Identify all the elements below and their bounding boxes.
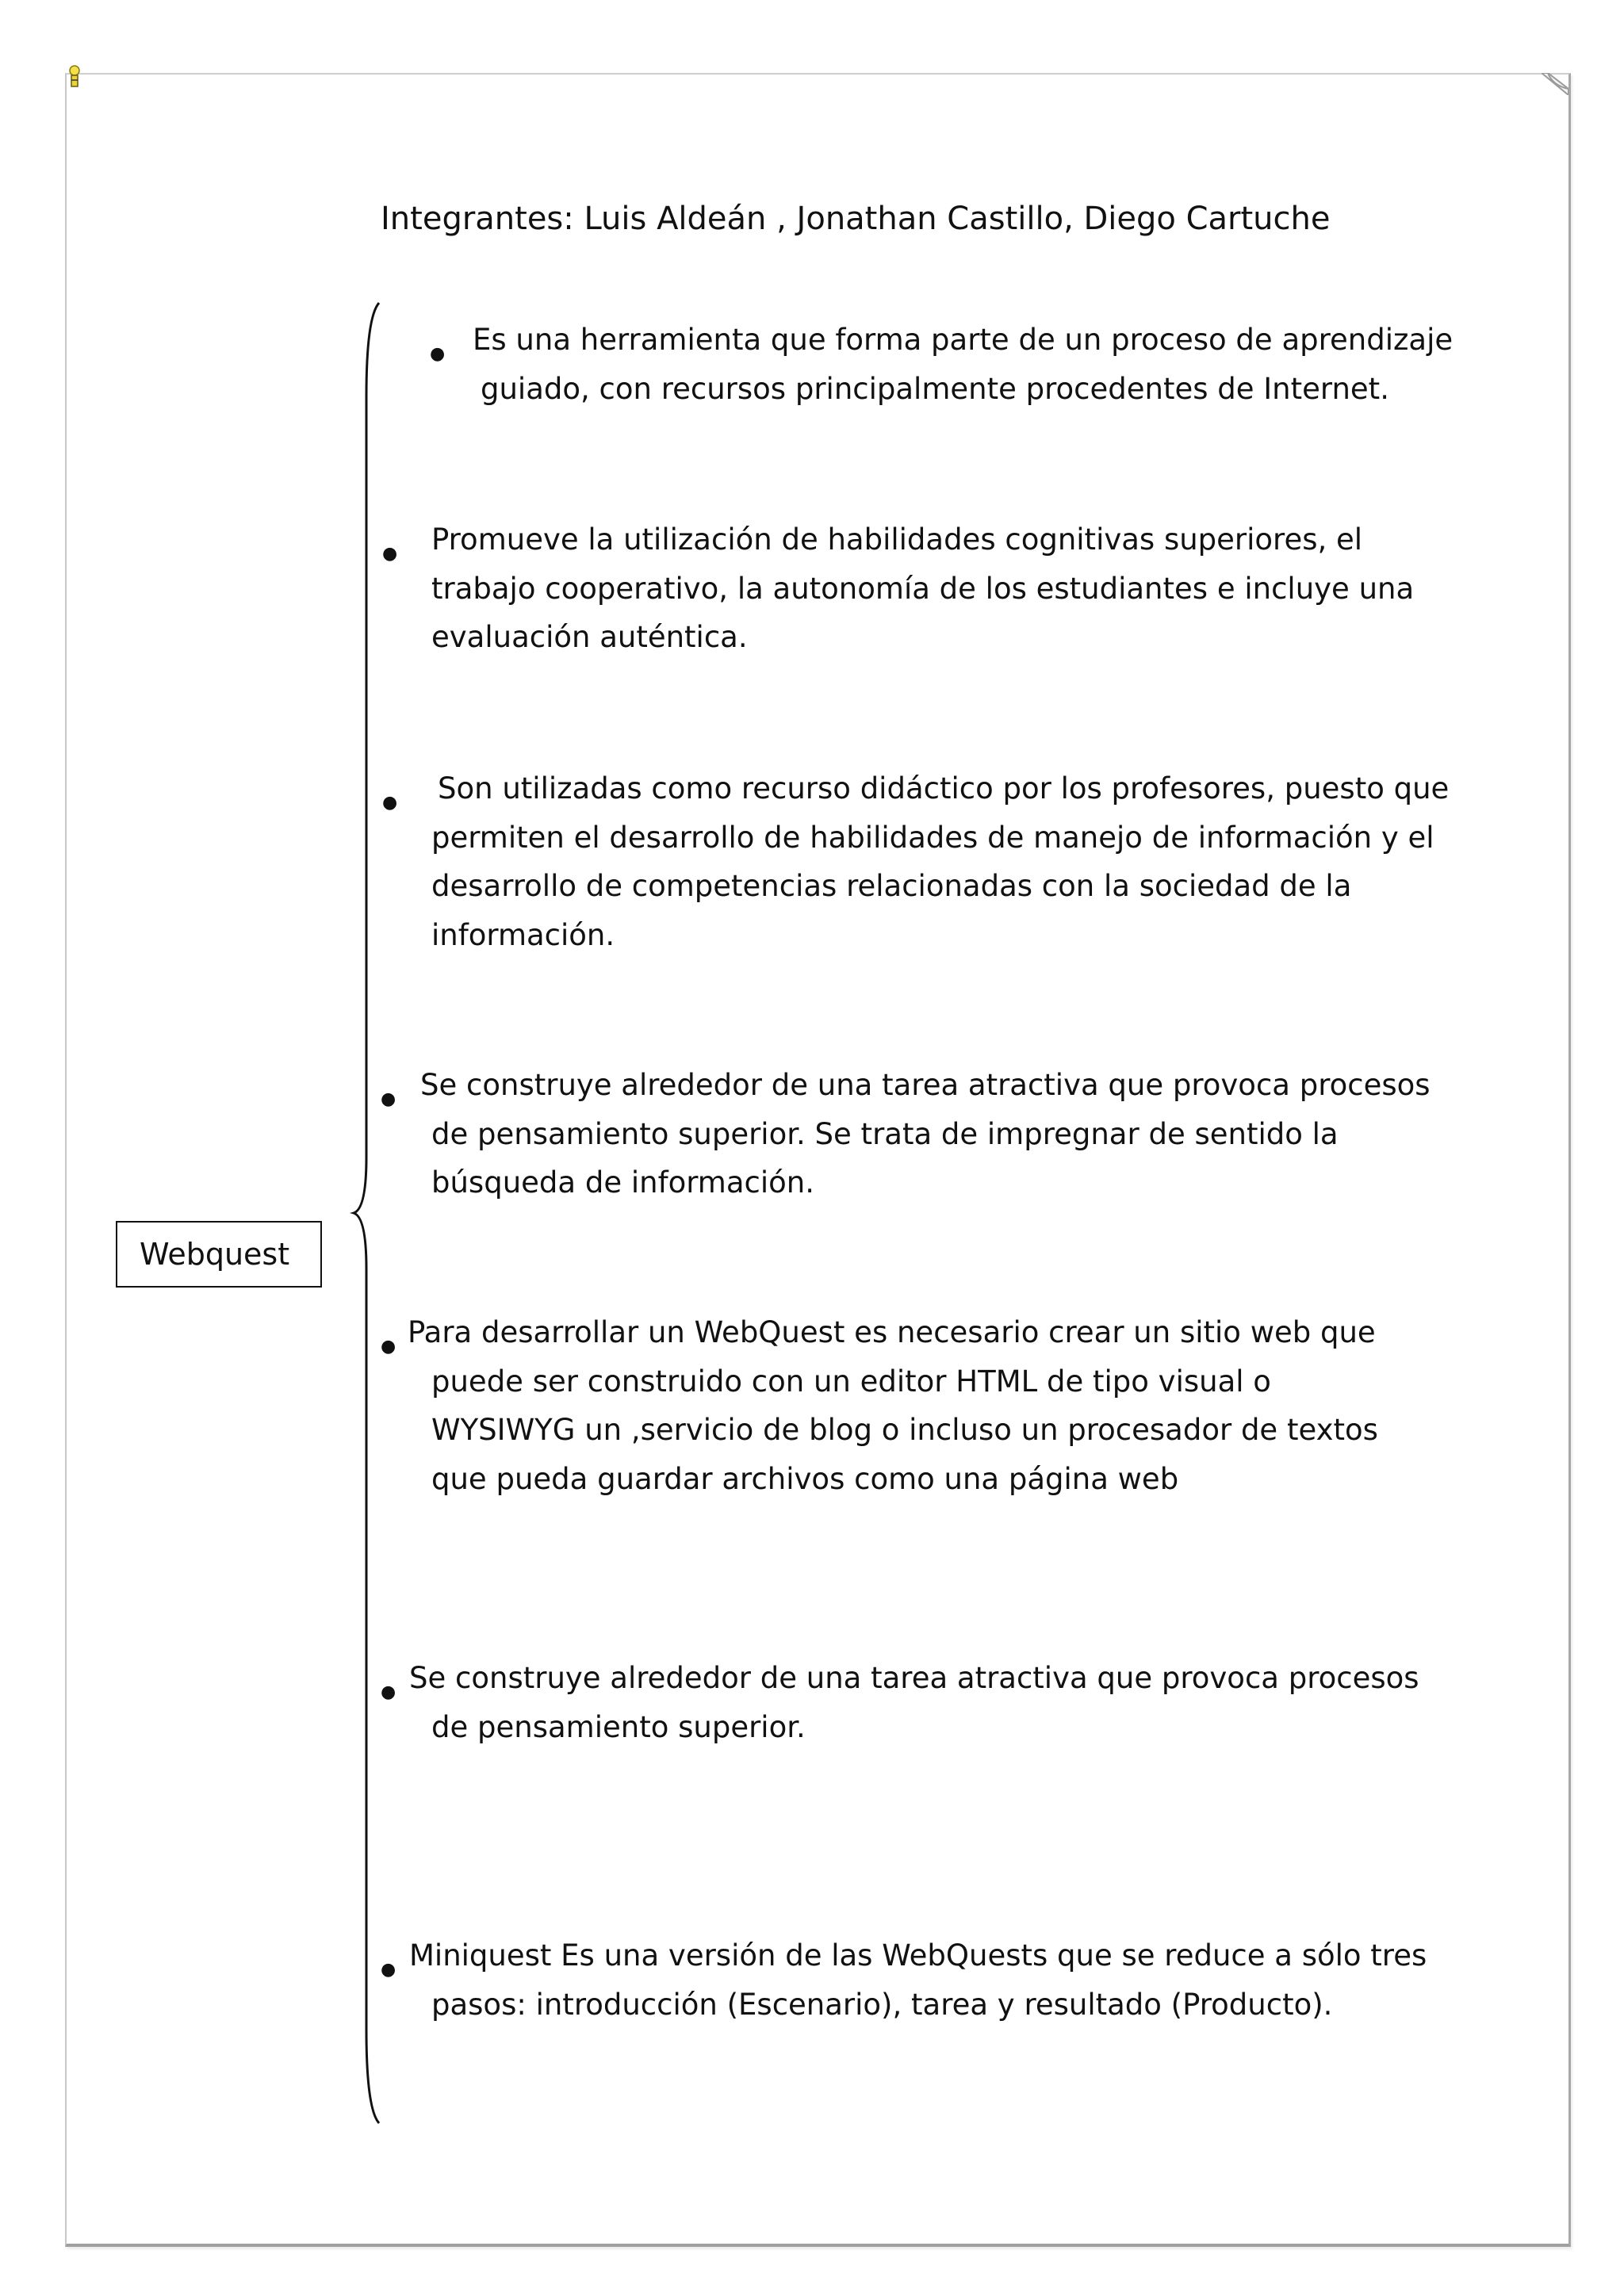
bullet-item (381, 1061, 1431, 1207)
bullet-item (430, 316, 1453, 413)
comment-pin-icon[interactable] (67, 63, 82, 90)
bullet-line: Son utilizadas como recurso didáctico por los profesores, puesto que (438, 771, 1450, 806)
bullet-line: de pensamiento superior. Se trata de impregnar de sentido la (431, 1116, 1339, 1151)
bullet-line: que pueda guardar archivos como una página web (431, 1461, 1179, 1496)
bullet-line: permiten el desarrollo de habilidades de manejo de información y el (431, 820, 1434, 855)
bullet-line: Es una herramienta que forma parte de un proceso de aprendizaje (473, 323, 1454, 357)
bullet-icon: ● (381, 1960, 396, 1980)
bullet-icon: ● (381, 1089, 396, 1109)
bullet-item (382, 764, 1449, 959)
bullet-item (381, 1654, 1419, 1751)
bullet-line: evaluación auténtica. (431, 620, 748, 654)
bullet-line: puede ser construido con un editor HTML de tipo visual o (431, 1364, 1271, 1399)
bullet-line: WYSIWYG un ,servicio de blog o incluso un procesador de textos (431, 1413, 1378, 1447)
bullet-line: pasos: introducción (Escenario), tarea y resultado (Producto). (431, 1987, 1333, 2022)
bullet-item (381, 1931, 1427, 2029)
bullet-item (382, 515, 1414, 662)
bullet-line: Se construye alrededor de una tarea atractiva que provoca procesos (409, 1661, 1419, 1695)
bullet-line: desarrollo de competencias relacionadas con la sociedad de la (431, 869, 1352, 903)
topic-box-webquest: Webquest (116, 1221, 322, 1288)
bullet-line: Se construye alrededor de una tarea atractiva que provoca procesos (420, 1068, 1431, 1102)
bullet-line: Para desarrollar un WebQuest es necesario crear un sitio web que (408, 1315, 1376, 1349)
bullet-line: guiado, con recursos principalmente procedentes de Internet. (481, 371, 1389, 406)
bullet-icon: ● (430, 344, 446, 364)
bullet-icon: ● (381, 1682, 396, 1702)
bullet-line: Miniquest Es una versión de las WebQuests que se reduce a sólo tres (409, 1938, 1427, 1973)
members-heading: Integrantes: Luis Aldeán , Jonathan Castillo, Diego Cartuche (381, 201, 1331, 237)
bullet-line: Promueve la utilización de habilidades cognitivas superiores, el (431, 522, 1363, 557)
bullet-line: de pensamiento superior. (431, 1709, 806, 1744)
bullet-icon: ● (382, 544, 398, 564)
bullet-icon: ● (381, 1337, 396, 1357)
bullet-line: trabajo cooperativo, la autonomía de los estudiantes e incluye una (431, 571, 1415, 606)
bullet-icon: ● (382, 793, 398, 813)
bullet-item (381, 1308, 1378, 1503)
bullet-line: información. (431, 917, 615, 952)
bullet-line: búsqueda de información. (431, 1165, 814, 1200)
page-curl-icon (1542, 73, 1568, 95)
